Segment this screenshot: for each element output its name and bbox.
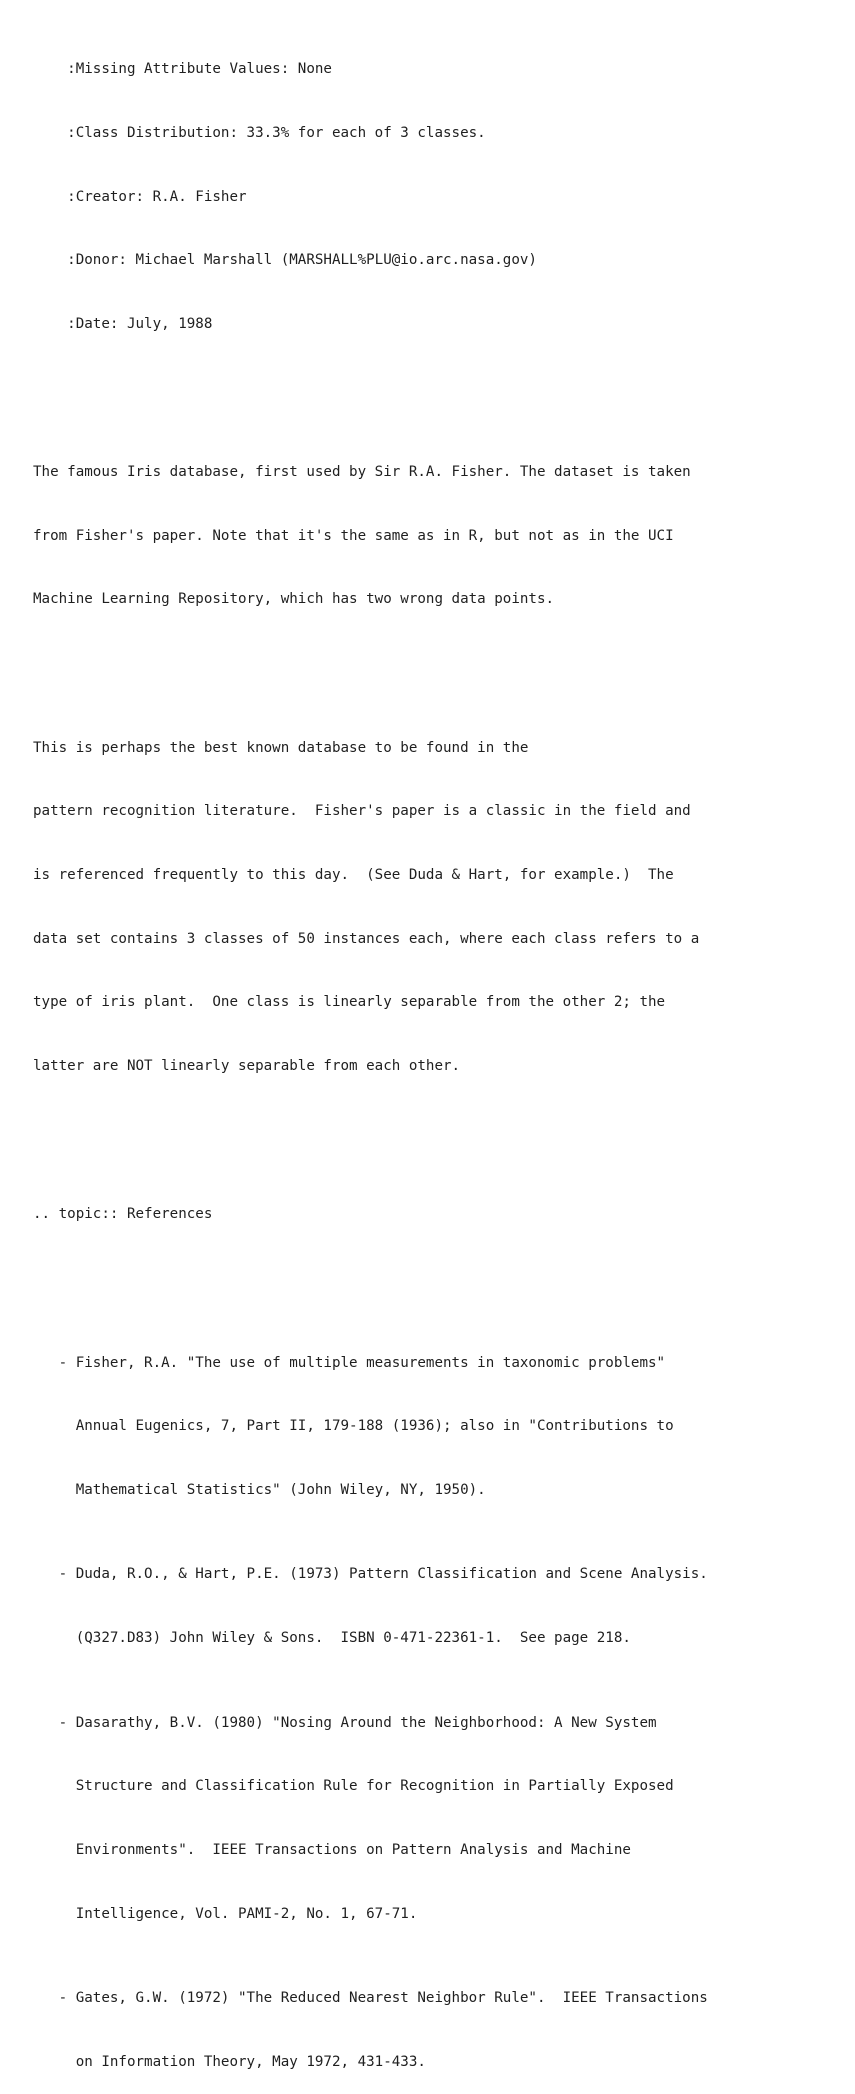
metadata-line: :Missing Attribute Values: None	[33, 61, 332, 78]
paragraph-line: data set contains 3 classes of 50 instances each, where each class refers to a	[33, 930, 700, 947]
reference-line: Annual Eugenics, 7, Part II, 179-188 (1936); also in "Contributions to	[33, 1418, 674, 1435]
reference-line: - Fisher, R.A. "The use of multiple measurements in taxonomic problems"	[33, 1354, 666, 1371]
reference-line: (Q327.D83) John Wiley & Sons. ISBN 0-471-22361-1. See page 218.	[33, 1630, 631, 1647]
metadata-line: :Donor: Michael Marshall (MARSHALL%PLU@io.arc.nasa.gov)	[33, 252, 537, 269]
references-heading: .. topic:: References	[33, 1206, 213, 1223]
paragraph-line: type of iris plant. One class is linearly separable from the other 2; the	[33, 994, 666, 1011]
blank-line	[33, 377, 848, 398]
paragraph-line: This is perhaps the best known database to be found in the	[33, 739, 529, 756]
reference-line: Structure and Classification Rule for Recognition in Partially Exposed	[33, 1778, 674, 1795]
reference-line: on Information Theory, May 1972, 431-433.	[33, 2054, 426, 2071]
blank-line	[33, 1119, 848, 1140]
metadata-line: :Class Distribution: 33.3% for each of 3 classes.	[33, 125, 486, 141]
paragraph-line: latter are NOT linearly separable from each other.	[33, 1057, 461, 1074]
blank-line	[33, 653, 848, 674]
paragraph-line: from Fisher's paper. Note that it's the same as in R, but not as in the UCI	[33, 527, 674, 544]
reference-line: - Gates, G.W. (1972) "The Reduced Nearest Neighbor Rule". IEEE Transactions	[33, 1990, 708, 2007]
blank-line	[33, 1268, 848, 1289]
reference-line: - Dasarathy, B.V. (1980) "Nosing Around the Neighborhood: A New System	[33, 1714, 657, 1731]
paragraph-line: The famous Iris database, first used by Sir R.A. Fisher. The dataset is taken	[33, 464, 691, 481]
reference-line: Environments". IEEE Transactions on Pattern Analysis and Machine	[33, 1842, 631, 1859]
paragraph-line: is referenced frequently to this day. (See Duda & Hart, for example.) The	[33, 866, 674, 883]
reference-line: Mathematical Statistics" (John Wiley, NY, 1950).	[33, 1481, 486, 1498]
metadata-line: :Creator: R.A. Fisher	[33, 188, 247, 205]
metadata-line: :Date: July, 1988	[33, 315, 213, 332]
reference-line: - Duda, R.O., & Hart, P.E. (1973) Pattern Classification and Scene Analysis.	[33, 1566, 708, 1583]
document-text	[33, 17, 848, 2094]
paragraph-line: Machine Learning Repository, which has two wrong data points.	[33, 591, 555, 608]
paragraph-line: pattern recognition literature. Fisher's paper is a classic in the field and	[33, 803, 691, 820]
reference-line: Intelligence, Vol. PAMI-2, No. 1, 67-71.	[33, 1905, 418, 1922]
